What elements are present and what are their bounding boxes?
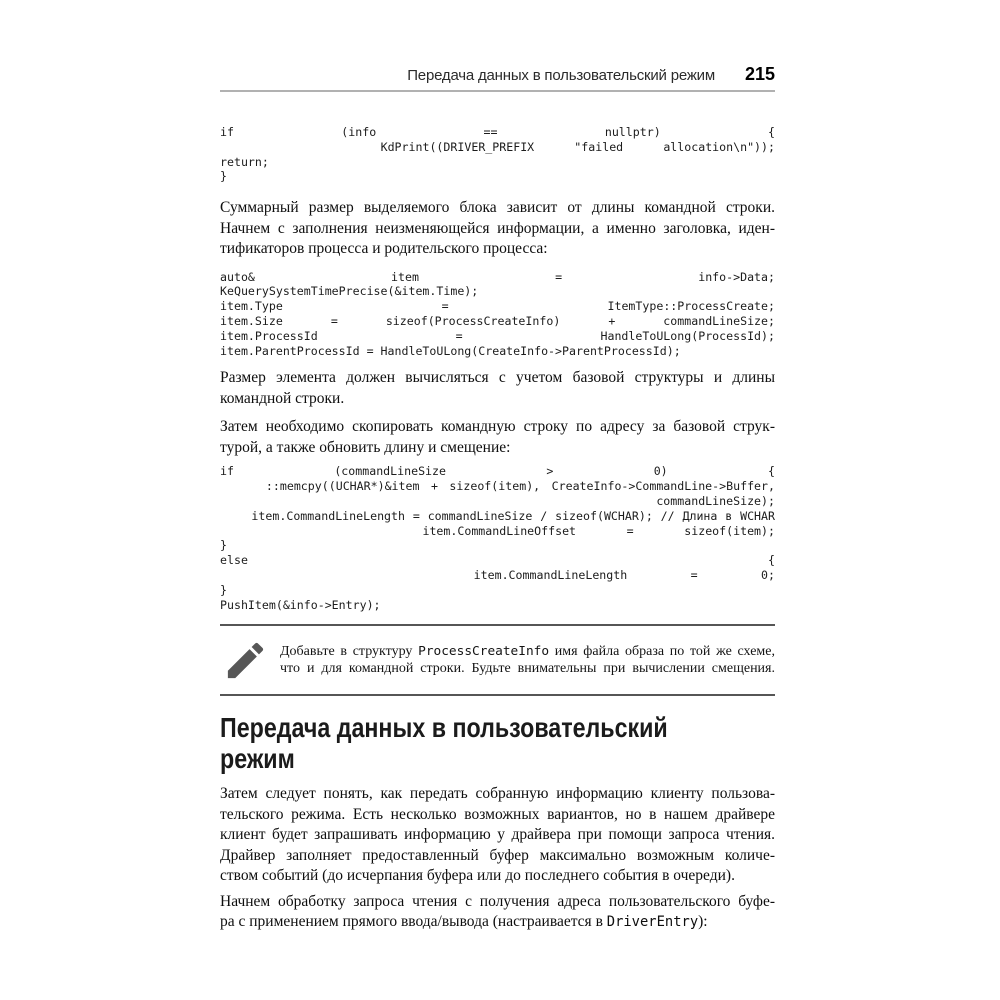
text-segment: ): (698, 913, 708, 931)
text-line: ::memcpy((UCHAR*)&item + sizeof(item), CreateInfo->CommandLine->Buffer, (220, 479, 775, 494)
text-line: commandLineSize); (220, 494, 775, 509)
text-line: Затем необходимо скопировать командную строку по адресу за базовой струк- (220, 418, 775, 436)
paragraph-transfer-intro (220, 784, 775, 887)
text-line: командной строки. (220, 389, 345, 407)
text-line: Драйвер заполняет предоставленный буфер максимально возможным количе- (220, 846, 775, 864)
section-heading (220, 712, 681, 774)
text-line: item.CommandLineOffset = sizeof(item); (220, 523, 775, 538)
inline-code-term: DriverEntry (606, 914, 699, 931)
text-line: } (220, 169, 227, 184)
text-line: Размер элемента должен вычисляться с учетом базовой структуры и длины (220, 369, 775, 387)
text-line: Затем следует понять, как передать собранную информацию клиенту пользова- (220, 785, 775, 803)
running-header-title: Передача данных в пользовательский режим (407, 67, 715, 84)
note-line (280, 643, 775, 661)
text-line: Суммарный размер выделяемого блока зависит от длины командной строки. (220, 199, 775, 217)
note-text-segment: имя файла образа по той же схеме, (549, 643, 775, 659)
text-line: Начнем с заполнения неизменяющейся информации, а именно заголовка, иден- (220, 219, 775, 237)
paragraph-read-request (220, 892, 775, 933)
text-line: item.ParentProcessId = HandleToULong(CreateInfo->ParentProcessId); (220, 343, 681, 358)
page-number: 215 (744, 64, 775, 84)
text-segment: ра с применением прямого ввода/вывода (настраивается в (220, 913, 607, 931)
code-block-allocation-check (220, 125, 775, 184)
pencil-icon (222, 635, 280, 685)
text-line: item.CommandLineLength = commandLineSize / sizeof(WCHAR); // Длина в WCHAR (220, 508, 775, 523)
paragraph-copy-commandline (220, 417, 775, 458)
section-heading-line: режим (220, 743, 295, 775)
page-content (220, 0, 775, 933)
text-line: KeQuerySystemTimePrecise(&item.Time); (220, 284, 479, 299)
text-line: item.Size = sizeof(ProcessCreateInfo) + commandLineSize; (220, 314, 775, 329)
code-block-memcpy (220, 464, 775, 612)
text-line: турой, а также обновить длину и смещение: (220, 438, 511, 456)
paragraph-element-size (220, 368, 775, 409)
running-header (220, 0, 775, 92)
text-line: KdPrint((DRIVER_PREFIX "failed allocation\n")); (220, 139, 775, 154)
text-line (220, 912, 775, 933)
text-line: тификаторов процесса и родительского процесса: (220, 240, 548, 258)
text-line: item.CommandLineLength = 0; (220, 568, 775, 583)
text-line: item.Type = ItemType::ProcessCreate; (220, 299, 775, 314)
text-line: } (220, 582, 227, 597)
text-line: тельского режима. Есть несколько возможных вариантов, но в нашем драйвере (220, 805, 775, 823)
note-text-segment: Добавьте в структуру (280, 643, 419, 659)
text-line: клиент будет запрашивать информацию у драйвера при помощи запроса чтения. (220, 826, 775, 844)
note-text (280, 643, 775, 678)
text-line: auto& item = info->Data; (220, 269, 775, 284)
text-line: if (info == nullptr) { (220, 125, 775, 139)
text-line: item.ProcessId = HandleToULong(ProcessId); (220, 328, 775, 343)
text-line: } (220, 538, 227, 553)
code-block-item-init (220, 270, 775, 359)
text-line: return; (220, 154, 269, 169)
text-line: if (commandLineSize > 0) { (220, 464, 775, 479)
section-heading-line: Передача данных в пользовательский (220, 712, 668, 744)
note-box (220, 624, 775, 696)
text-line: else { (220, 553, 775, 568)
text-line: PushItem(&info->Entry); (220, 597, 381, 612)
paragraph-block-size (220, 198, 775, 260)
note-code-term: ProcessCreateInfo (418, 643, 550, 659)
text-line: Начнем обработку запроса чтения с получения адреса пользовательского буфе- (220, 892, 775, 910)
note-line: что и для командной строки. Будьте внимательны при вычислении смещения. (280, 661, 775, 677)
text-line: ством событий (до исчерпания буфера или до последнего события в очереди). (220, 867, 735, 885)
